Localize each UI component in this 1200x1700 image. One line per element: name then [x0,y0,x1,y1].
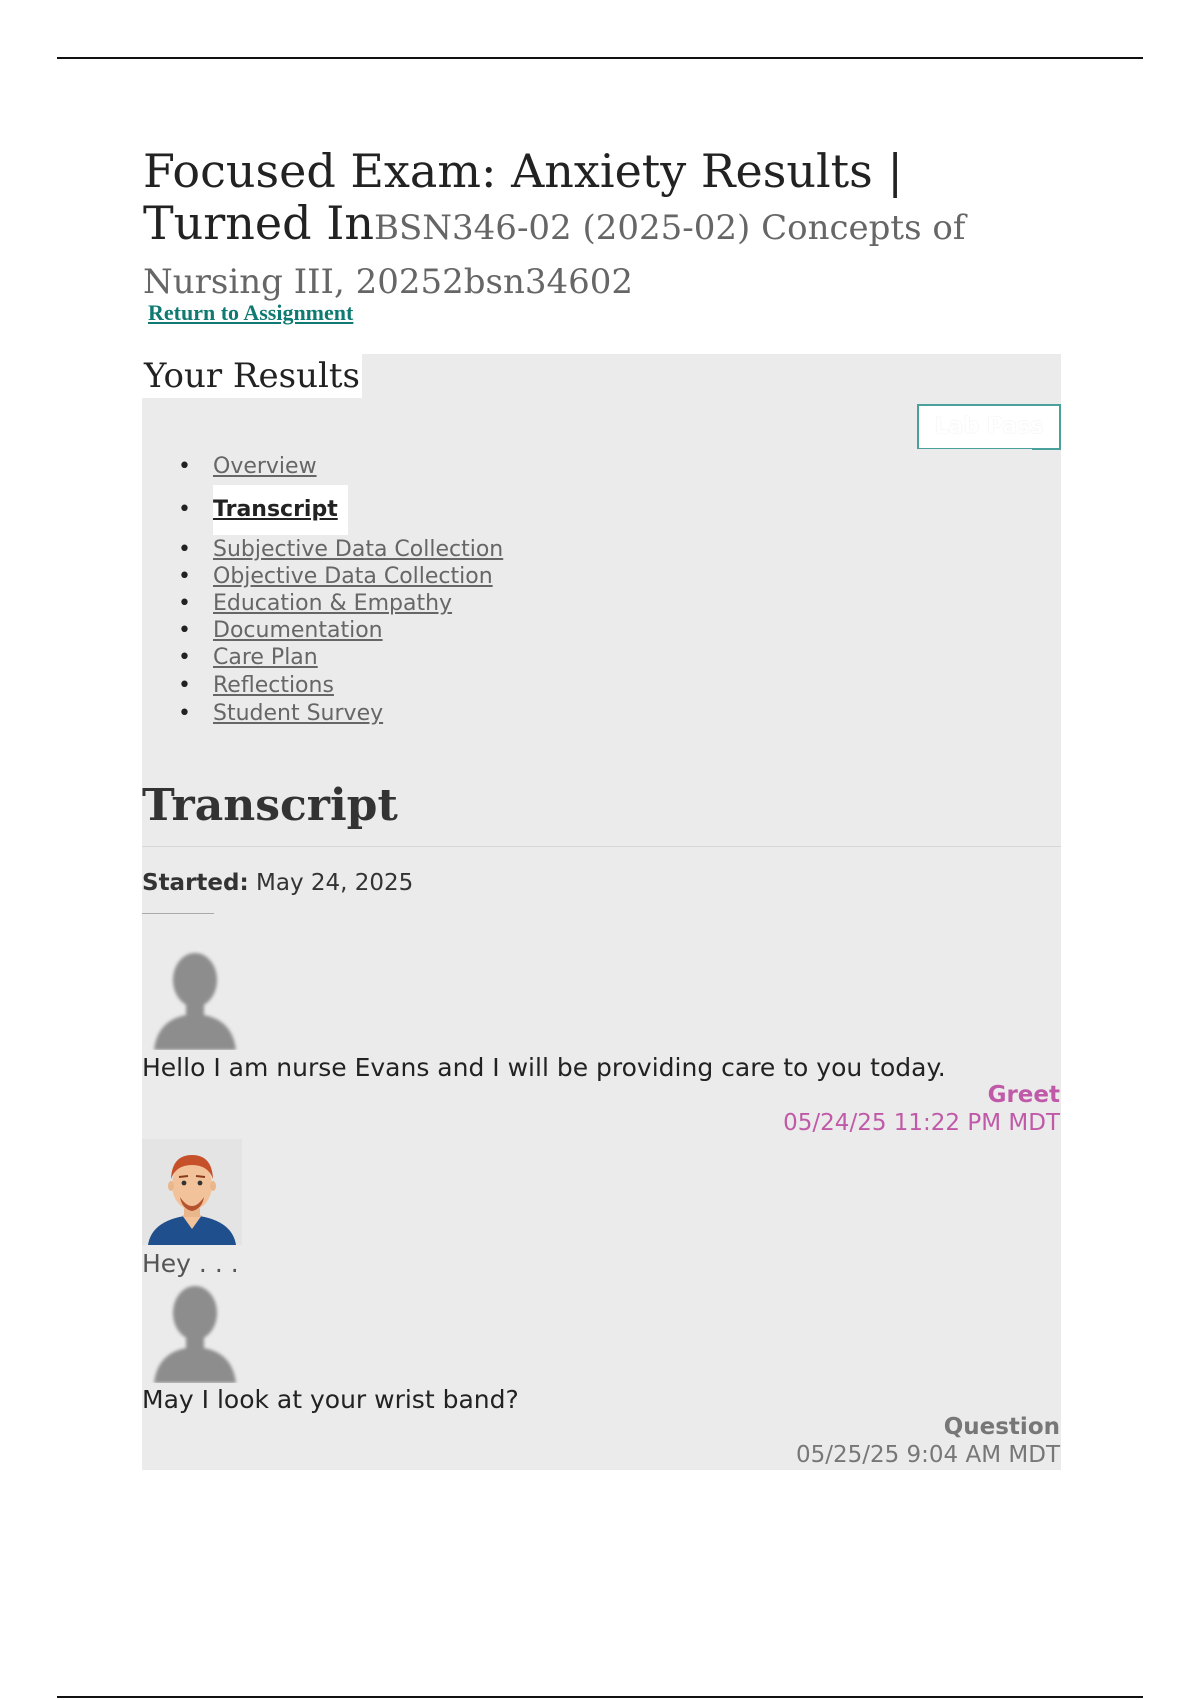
top-rule [57,57,1143,59]
bullet-icon: • [178,701,191,726]
message-meta [796,1413,1060,1469]
nav-link-overview[interactable]: Overview [213,454,317,479]
started-label: Started: [142,870,249,896]
transcript-divider [142,846,1061,847]
bullet-icon: • [178,564,191,589]
started-line [142,870,413,896]
nurse-avatar-icon [150,1283,240,1383]
nav-link-education-empathy[interactable]: Education & Empathy [213,591,453,616]
course-name: BSN346-02 (2025-02) Concepts of Nursing III, 20252bsn34602 [143,208,966,302]
nav-link-student-survey[interactable]: Student Survey [213,701,384,726]
tiny-divider [142,913,214,914]
message-text: Hello I am nurse Evans and I will be providing care to you today. [142,1053,946,1082]
nav-link-reflections[interactable]: Reflections [213,673,334,698]
nav-link-subjective-data[interactable]: Subjective Data Collection [213,537,504,562]
bottom-rule [57,1696,1143,1698]
lab-pass-button[interactable]: Lab Pass [917,404,1061,450]
bullet-icon: • [178,618,191,643]
message-text: Hey . . . [142,1249,239,1278]
message-text: May I look at your wrist band? [142,1385,519,1414]
message-meta [783,1081,1060,1137]
bullet-icon: • [178,591,191,616]
nav-link-documentation[interactable]: Documentation [213,618,383,643]
page-title [143,145,1043,305]
your-results-heading: Your Results [144,356,360,396]
nav-link-objective-data[interactable]: Objective Data Collection [213,564,493,589]
return-to-assignment-link[interactable]: Return to Assignment [148,300,354,325]
message-type: Greet [987,1082,1060,1108]
message-time: 05/25/25 9:04 AM MDT [795,1442,1060,1468]
bullet-icon: • [178,537,191,562]
message-type: Question [943,1414,1060,1440]
patient-avatar-icon [142,1139,242,1245]
message-time: 05/24/25 11:22 PM MDT [783,1110,1060,1136]
started-date: May 24, 2025 [256,870,414,896]
bullet-icon: • [178,497,191,522]
nav-link-transcript[interactable]: Transcript [213,485,348,535]
bullet-icon: • [178,454,191,479]
nav-link-care-plan[interactable]: Care Plan [213,645,318,670]
transcript-heading: Transcript [142,780,398,831]
bullet-icon: • [178,673,191,698]
exam-title: Focused Exam: Anxiety Results | Turned In [143,144,903,250]
results-nav [178,449,1032,732]
bullet-icon: • [178,645,191,670]
nurse-avatar-icon [150,950,240,1050]
